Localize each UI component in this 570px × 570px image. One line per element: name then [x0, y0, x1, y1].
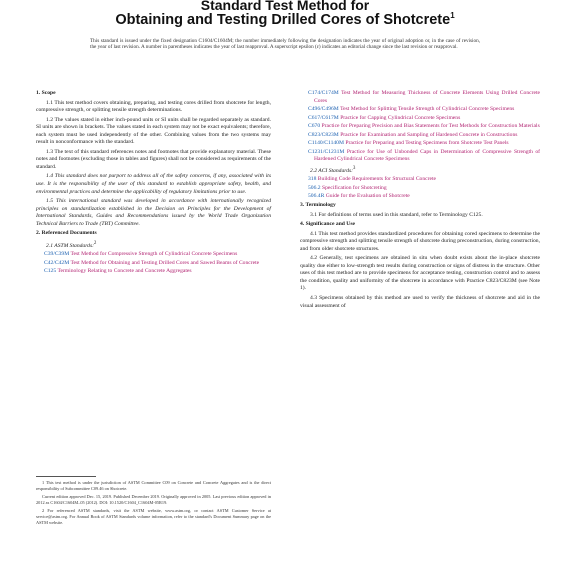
- section-heading-referenced-documents: 2. Referenced Documents: [36, 230, 97, 237]
- title-text: Obtaining and Testing Drilled Cores of Shotcrete: [115, 11, 451, 28]
- paragraph-1-3: 1.3 The text of this standard references notes and footnotes that provide explanatory material. These notes and footnotes (excluding those in tables and figures) shall not be considered as requirements of the standard.: [36, 148, 271, 170]
- aci-footnote-mark: 3: [353, 165, 356, 171]
- reference-designation[interactable]: C42/C42M: [44, 259, 70, 266]
- footnote-1: 1 This test method is under the jurisdiction of ASTM Committee C09 on Concrete and Concrete Aggregates and is the direct responsibility of Subcommittee C09.46 on Shotcrete.: [36, 480, 271, 491]
- reference-title[interactable]: Test Method for Obtaining and Testing Drilled Cores and Sawed Beams of Concrete: [70, 259, 260, 266]
- reference-designation[interactable]: C496/C496M: [308, 106, 339, 113]
- reference-designation[interactable]: C1231/C1231M: [308, 148, 345, 155]
- paragraph-4-3: 4.3 Specimens obtained by this method are used to verify the thickness of shotcrete and aid in the visual assessment of: [300, 294, 540, 309]
- aci-label-text: 2.2 ACI Standards:: [310, 167, 354, 174]
- reference-title[interactable]: Test Method for Compressive Strength of Cylindrical Concrete Specimens: [70, 251, 238, 258]
- paragraph-1-2: 1.2 The values stated in either inch-pound units or SI units shall be regarded separately as standard. SI units are shown in brackets. The values stated in each system may not be exact equivalents; therefore, each system must be used independently of the other. Combining values from the two systems may result in nonconformance with the standard.: [36, 116, 271, 146]
- reference-item[interactable]: [308, 193, 540, 201]
- astm-label-text: 2.1 ASTM Standards:: [46, 242, 95, 249]
- reference-designation[interactable]: 506.4R: [308, 193, 325, 200]
- reference-designation[interactable]: 506.2: [308, 184, 321, 191]
- reference-title[interactable]: Terminology Relating to Concrete and Concrete Aggregates: [57, 268, 192, 275]
- reference-item[interactable]: [308, 114, 540, 123]
- reference-title[interactable]: Specification for Shotcreting: [322, 184, 387, 191]
- reference-item[interactable]: [308, 123, 540, 131]
- astm-footnote-mark: 2: [94, 240, 97, 246]
- reference-item[interactable]: [44, 259, 271, 268]
- reference-designation[interactable]: C823/C823M: [308, 131, 339, 138]
- reference-title[interactable]: Practice for Capping Cylindrical Concrete Specimens: [340, 114, 461, 121]
- reference-designation[interactable]: C1140/C1140M: [308, 140, 344, 147]
- left-column: [36, 90, 271, 277]
- section-heading-scope: 1. Scope: [36, 90, 56, 96]
- reference-designation[interactable]: C39/C39M: [44, 251, 70, 258]
- reference-item[interactable]: [308, 106, 540, 114]
- reference-item[interactable]: [308, 140, 540, 148]
- reference-title[interactable]: Practice for Examination and Sampling of Hardened Concrete in Constructions: [340, 131, 518, 138]
- section-heading-terminology: 3. Terminology: [300, 201, 336, 208]
- reference-title[interactable]: Practice for Use of Unbonded Caps in Determination of Compressive Strength of Hardened Cylindrical Concrete Specimens: [314, 148, 540, 163]
- reference-item[interactable]: [44, 268, 271, 276]
- paragraph-1-1: 1.1 This test method covers obtaining, preparing, and testing cores drilled from shotcrete for length, compressive strength, or splitting tensile strength determinations.: [36, 99, 271, 114]
- reference-title[interactable]: Test Method for Splitting Tensile Strength of Cylindrical Concrete Specimens: [340, 106, 515, 113]
- reference-designation[interactable]: 318: [308, 176, 317, 183]
- footnotes: [36, 480, 271, 528]
- aci-standards-label: [310, 165, 540, 175]
- paragraph-3-1: 3.1 For definitions of terms used in this standard, refer to Terminology C125.: [310, 211, 483, 218]
- footnote-divider: [36, 476, 96, 477]
- reference-designation[interactable]: C670: [308, 123, 321, 130]
- reference-designation[interactable]: C125: [44, 268, 57, 275]
- reference-item[interactable]: [308, 131, 540, 140]
- reference-item[interactable]: [308, 148, 540, 164]
- reference-item[interactable]: [308, 90, 540, 105]
- reference-item[interactable]: [44, 251, 271, 259]
- title-footnote-mark: 1: [450, 11, 455, 20]
- right-column: [300, 90, 540, 312]
- paragraph-1-5: 1.5 This international standard was developed in accordance with internationally recognized principles on standardization established in the Decision on Principles for the Development of International Standards, Guides and Recommendations issued by the World Trade Organization Technical Barriers to Trade (TBT) Committee.: [36, 198, 271, 227]
- reference-item[interactable]: [308, 184, 540, 193]
- astm-standards-label: [46, 240, 271, 250]
- footnote-1-edition: Current edition approved Dec. 15, 2019. Published December 2019. Originally approved in 2005. Last previous edition approved in 2012 as C1604/C1604M–05 (2012). DOI: 10.1520/C1604_C1604M-05R19.: [36, 494, 271, 505]
- reference-item[interactable]: [308, 176, 540, 184]
- reference-designation[interactable]: C617/C617M: [308, 114, 339, 121]
- paragraph-4-2: 4.2 Generally, test specimens are obtained in situ when doubt exists about the in-place shotcrete quality due either to low-strength test results during construction or signs of distress in the structure. Other uses of this test method are to provide specimens for acceptance testing, construction control and to assess the condition, quality and uniformity of the shotcrete in accordance with Practice C823/C823M (see Note 1).: [300, 255, 540, 292]
- section-heading-significance: 4. Significance and Use: [300, 221, 356, 228]
- paragraph-4-1: 4.1 This test method provides standardized procedures for obtaining cored specimens to determine the compressive strength and splitting tensile strength of shotcrete during preconstruction, during construction, and from older shotcrete structures.: [300, 230, 540, 252]
- reference-title[interactable]: Practice for Preparing and Testing Specimens from Shotcrete Test Panels: [345, 140, 509, 147]
- title-line-2: [0, 11, 570, 28]
- reference-title[interactable]: Practice for Preparing Precision and Bias Statements for Test Methods for Construction Materials: [321, 123, 540, 130]
- reference-designation[interactable]: C174/C174M: [308, 90, 339, 96]
- paragraph-1-4: 1.4 This standard does not purport to address all of the safety concerns, if any, associated with its use. It is the responsibility of the user of this standard to establish appropriate safety, health, and environmental practices and determine the applicability of regulatory limitations prior to use.: [36, 173, 271, 195]
- designation-intro: This standard is issued under the fixed designation C1604/C1604M; the number immediately following the designation indicates the year of original adoption or, in the case of revision, the year of last revision. A number in parentheses indicates the year of last reapproval. A superscript epsilon (ε) indicates an editorial change since the last revision or reapproval.: [90, 38, 480, 51]
- title-line-1: Standard Test Method for: [200, 0, 370, 13]
- footnote-2: 2 For referenced ASTM standards, visit the ASTM website, www.astm.org, or contact ASTM Customer Service at service@astm.org. For Annual Book of ASTM Standards volume information, refer to the standard's Document Summary page on the ASTM website.: [36, 508, 271, 525]
- reference-title[interactable]: Building Code Requirements for Structural Concrete: [317, 176, 437, 183]
- reference-title[interactable]: Test Method for Measuring Thickness of Concrete Elements Using Drilled Concrete Cores: [314, 90, 540, 104]
- reference-title[interactable]: Guide for the Evaluation of Shotcrete: [325, 193, 410, 200]
